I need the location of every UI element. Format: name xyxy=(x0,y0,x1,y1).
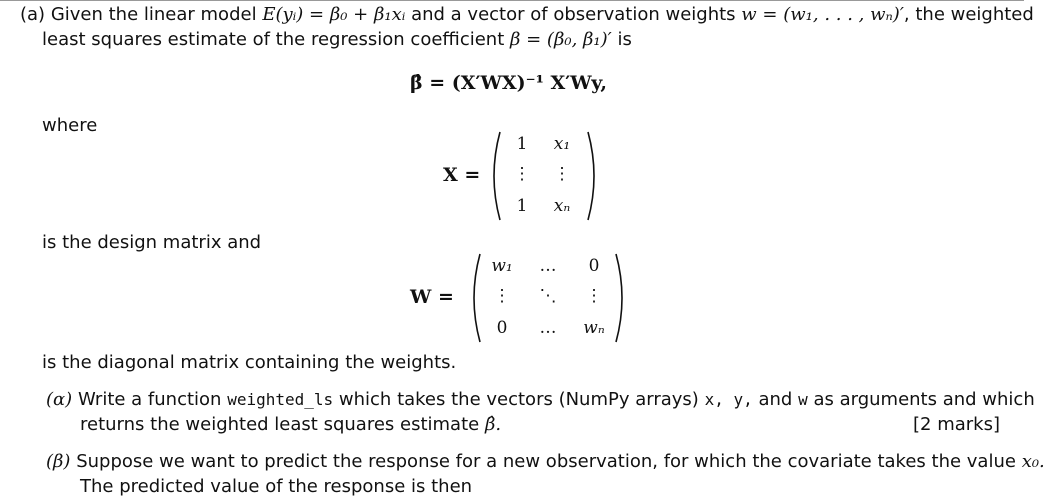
alpha-text-2: which takes the vectors (NumPy arrays) xyxy=(338,389,699,410)
beta-vector: β = (β₀, β₁)′ xyxy=(510,29,612,50)
weight-left-paren xyxy=(466,252,482,344)
intro-line-2 xyxy=(42,29,632,51)
weight-cell-0-0: w₁ xyxy=(491,256,513,276)
beta-line-2: The predicted value of the response is then xyxy=(80,476,473,497)
design-right-paren xyxy=(586,130,602,222)
weight-matrix-label: W = xyxy=(410,286,454,308)
x0-value: x₀. xyxy=(1021,451,1045,472)
function-name: weighted_ls xyxy=(227,390,334,409)
weight-cell-2-2: wₙ xyxy=(583,318,605,338)
design-cell-1-0: ⋮ xyxy=(513,164,531,184)
alpha-text-3: and xyxy=(758,389,793,410)
beta-label: (β) xyxy=(46,451,71,472)
model-formula: E(yᵢ) = β₀ + β₁xᵢ xyxy=(262,4,406,25)
alpha-marks: [2 marks] xyxy=(913,414,1000,435)
beta-hat: β̂. xyxy=(484,414,502,435)
design-cell-2-0: 1 xyxy=(516,196,528,216)
intro-text-2: and a vector of observation weights xyxy=(411,4,736,25)
design-left-paren xyxy=(486,130,502,222)
alpha-line-2 xyxy=(80,414,501,436)
weight-cell-1-0: ⋮ xyxy=(493,286,511,306)
alpha-line-1 xyxy=(46,389,1035,411)
weight-cell-2-1: … xyxy=(539,318,557,338)
alpha-text-1: Write a function xyxy=(77,389,222,410)
diagonal-matrix-text: is the diagonal matrix containing the weights. xyxy=(42,352,457,373)
weight-right-paren xyxy=(614,252,630,344)
beta-line-1 xyxy=(46,451,1045,473)
weights-vector: w = (w₁, . . . , wₙ)′ xyxy=(741,4,904,25)
intro-line-1 xyxy=(20,4,1034,26)
weight-matrix xyxy=(466,252,632,344)
where-text: where xyxy=(42,115,98,136)
design-cell-1-1: ⋮ xyxy=(553,164,571,184)
alpha-text-5: returns the weighted least squares estimate xyxy=(80,414,480,435)
weight-cell-0-2: 0 xyxy=(588,256,600,276)
design-matrix-text: is the design matrix and xyxy=(42,232,262,253)
alpha-label: (α) xyxy=(46,389,73,410)
design-cell-0-1: x₁ xyxy=(553,134,571,154)
weight-cell-1-2: ⋮ xyxy=(585,286,603,306)
alpha-text-4: as arguments and which xyxy=(813,389,1035,410)
estimator-equation: β̂ = (X′WX)⁻¹ X′Wy, xyxy=(410,72,608,94)
design-cell-2-1: xₙ xyxy=(553,196,571,216)
intro-text-3: , the weighted xyxy=(903,4,1034,25)
design-matrix xyxy=(486,130,606,222)
design-cell-0-0: 1 xyxy=(516,134,528,154)
intro-text-4: least squares estimate of the regression coefficient xyxy=(42,29,505,50)
top-rule xyxy=(0,0,1024,1)
design-matrix-label: X = xyxy=(443,164,481,186)
weight-cell-1-1: ⋱ xyxy=(539,286,557,306)
arg-w: w xyxy=(798,390,808,409)
args-xy: x, y, xyxy=(704,390,753,409)
part-a-label: (a) xyxy=(20,4,46,25)
weight-cell-0-1: … xyxy=(539,256,557,276)
intro-text-1: Given the linear model xyxy=(50,4,257,25)
intro-text-5: is xyxy=(617,29,632,50)
beta-text-1: Suppose we want to predict the response for a new observation, for which the covariate takes the value xyxy=(76,451,1016,472)
weight-cell-2-0: 0 xyxy=(496,318,508,338)
